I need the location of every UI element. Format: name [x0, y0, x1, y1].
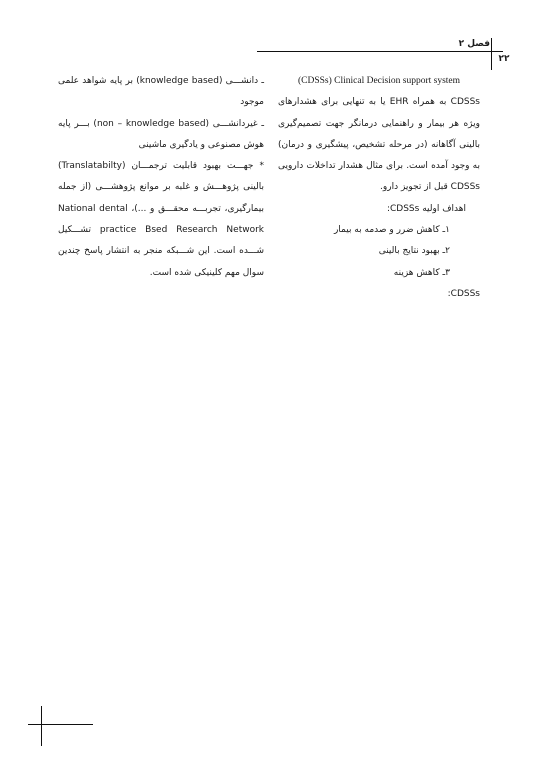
- header-vertical-rule: [491, 38, 492, 70]
- crop-mark-vertical: [41, 706, 42, 746]
- cdss-type-non-knowledge-based: ـ غیردانشـــی (non – knowledge based) بـــر پایه هوش مصنوعی و یادگیری ماشینی: [58, 118, 264, 150]
- page-header: [0, 0, 542, 70]
- goals-heading: اهداف اولیه CDSSs:: [386, 203, 466, 214]
- goal-item-2: ۲ـ بهبود نتایج بالینی: [378, 246, 450, 257]
- goal-item-3: ۳ـ کاهش هزینه: [393, 267, 450, 278]
- translatability-paragraph: * جهـــت بهبود قابلیت ترجمـــان (Translatabilty) بالینی پژوهـــش و غلبه بر موانع پژوهشـــی (از جمله بیمارگیری، تجربـــه محقـــق و ...)، National dental practice Bsed Research Network تشـــکیل شـــده است. این شـــبکه منجر به انتشار پاسخ چندین سوال مهم کلینیکی شده است.: [58, 161, 264, 278]
- goal-item-1: ۱ـ کاهش ضرر و صدمه به بیمار: [333, 225, 450, 236]
- left-column: [58, 71, 264, 284]
- cdss-type-knowledge-based: ـ دانشـــی (knowledge based) بر پایه شواهد علمی موجود: [58, 76, 265, 108]
- cdss-types-label: CDSSs:: [447, 288, 480, 299]
- crop-mark-horizontal: [28, 724, 93, 725]
- right-column: [278, 71, 480, 305]
- page-number: ۲۲: [498, 54, 510, 64]
- header-rule: [257, 51, 503, 52]
- cdss-title-line: [278, 71, 480, 92]
- chapter-label: فصل ۲: [458, 39, 490, 49]
- cdss-definition-paragraph: CDSSs به همراه EHR یا به تنهایی برای هشدارهای ویژه هر بیمار و راهنمایی درمانگر جهت تصمیم‌گیری بالینی آگاهانه (در مرحله تشخیص، پیشگیری و درمان) به وجود آمده است. برای مثال هشدار تداخلات دارویی CDSSs قبل از تجویز دارو.: [278, 97, 480, 193]
- cdss-title-text: (CDSSs) Clinical Decision support system: [297, 76, 461, 86]
